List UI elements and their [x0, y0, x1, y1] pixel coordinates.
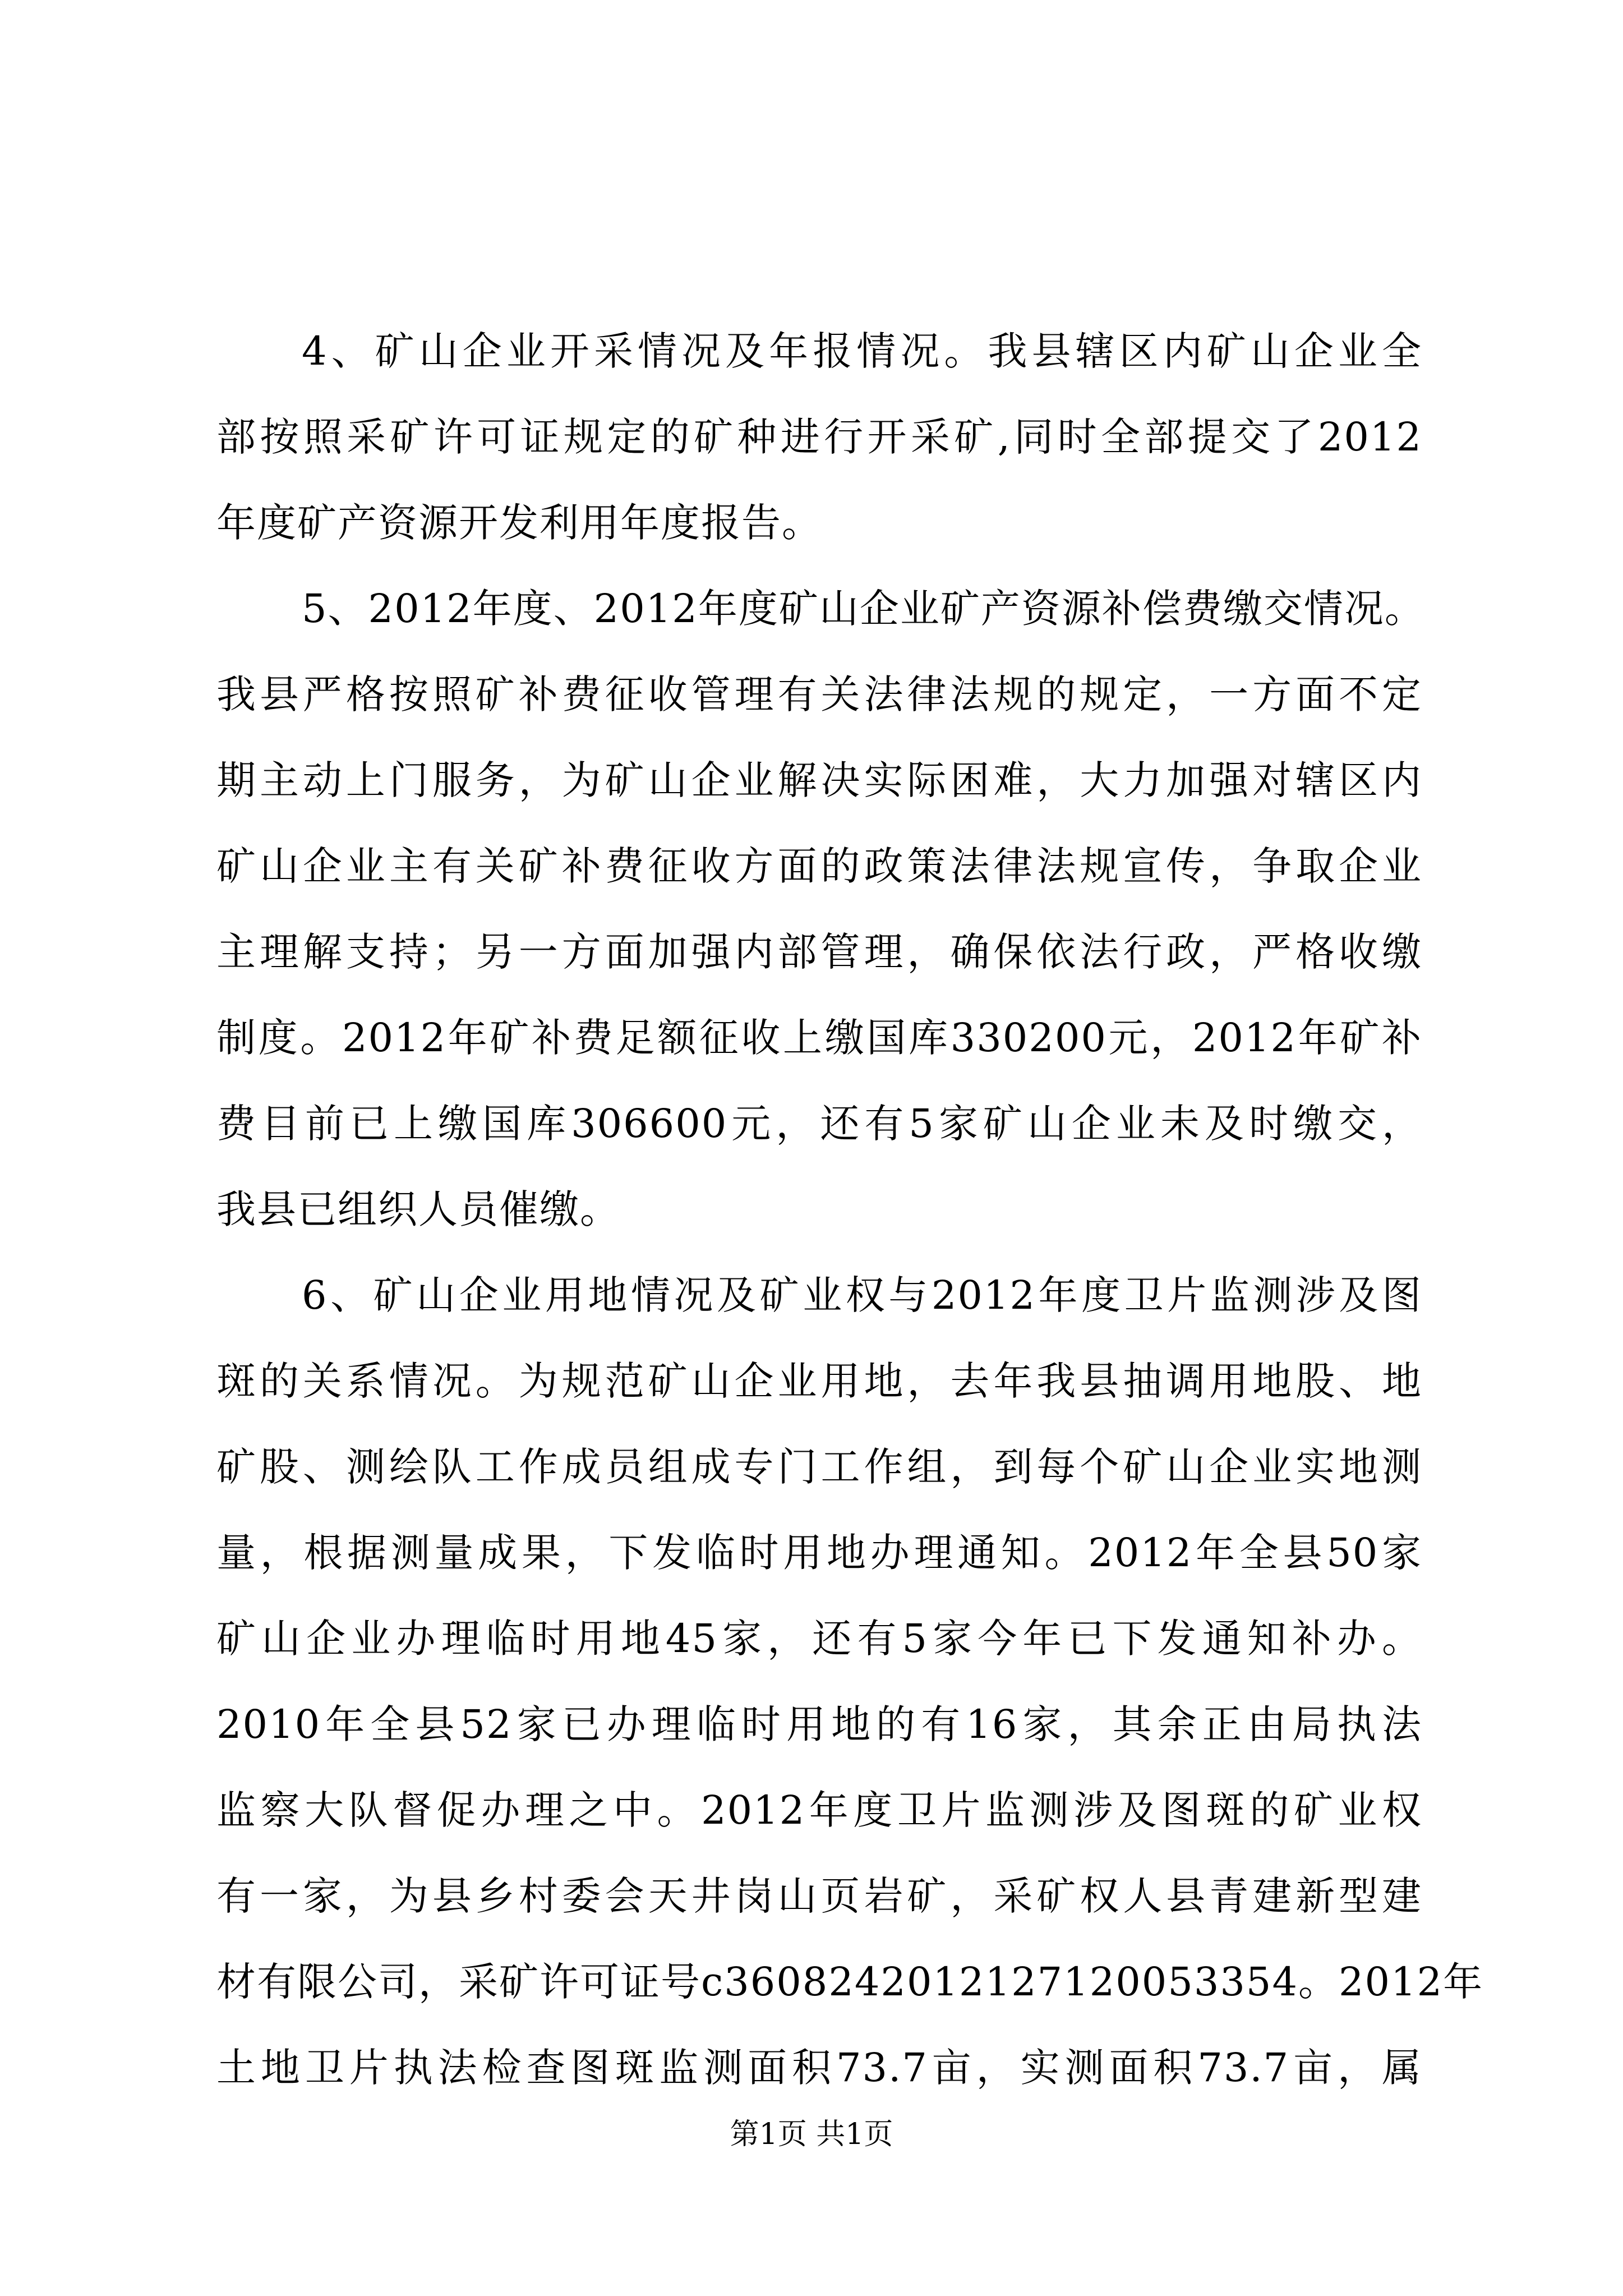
paragraph-6-line-8: 有一家，为县乡村委会天井岗山页岩矿，采矿权人县青建新型建 [216, 1873, 1422, 1919]
paragraph-5-line-2: 我县严格按照矿补费征收管理有关法律法规的规定，一方面不定 [216, 671, 1422, 717]
paragraph-6-line-9: 材有限公司，采矿许可证号c3608242012127120053354。2012年 [216, 1959, 1484, 2005]
page-number-footer: 第1页 共1页 [730, 2118, 893, 2151]
paragraph-5-line-4: 矿山企业主有关矿补费征收方面的政策法律法规宣传，争取企业 [216, 843, 1422, 889]
paragraph-4-line-2: 部按照采矿许可证规定的矿种进行开采矿,同时全部提交了2012 [216, 414, 1422, 460]
paragraph-6-line-5: 矿山企业办理临时用地45家，还有5家今年已下发通知补办。 [216, 1616, 1422, 1662]
paragraph-6-line-2: 斑的关系情况。为规范矿山企业用地，去年我县抽调用地股、地 [216, 1358, 1422, 1404]
paragraph-6-line-1: 6、矿山企业用地情况及矿业权与2012年度卫片监测涉及图 [302, 1272, 1422, 1318]
paragraph-6-line-10: 土地卫片执法检查图斑监测面积73.7亩，实测面积73.7亩，属 [216, 2045, 1422, 2091]
paragraph-6-line-7: 监察大队督促办理之中。2012年度卫片监测涉及图斑的矿业权 [216, 1787, 1422, 1833]
paragraph-6-line-3: 矿股、测绘队工作成员组成专门工作组，到每个矿山企业实地测 [216, 1444, 1422, 1490]
paragraph-4-line-1: 4、矿山企业开采情况及年报情况。我县辖区内矿山企业全 [302, 328, 1422, 374]
paragraph-5-line-6: 制度。2012年矿补费足额征收上缴国库330200元，2012年矿补 [216, 1015, 1422, 1061]
paragraph-6-line-6: 2010年全县52家已办理临时用地的有16家，其余正由局执法 [216, 1701, 1422, 1747]
body-text [216, 309, 1484, 2111]
paragraph-5-line-3: 期主动上门服务，为矿山企业解决实际困难，大力加强对辖区内 [216, 757, 1422, 803]
paragraph-4-line-3: 年度矿产资源开发利用年度报告。 [216, 500, 822, 546]
paragraph-5-line-5: 主理解支持；另一方面加强内部管理，确保依法行政，严格收缴 [216, 929, 1422, 975]
paragraph-6-line-4: 量，根据测量成果，下发临时用地办理通知。2012年全县50家 [216, 1530, 1422, 1576]
paragraph-5-line-7: 费目前已上缴国库306600元，还有5家矿山企业未及时缴交， [216, 1101, 1422, 1147]
paragraph-5-line-8: 我县已组织人员催缴。 [216, 1186, 620, 1232]
paragraph-5-line-1: 5、2012年度、2012年度矿山企业矿产资源补偿费缴交情况。 [302, 586, 1425, 632]
